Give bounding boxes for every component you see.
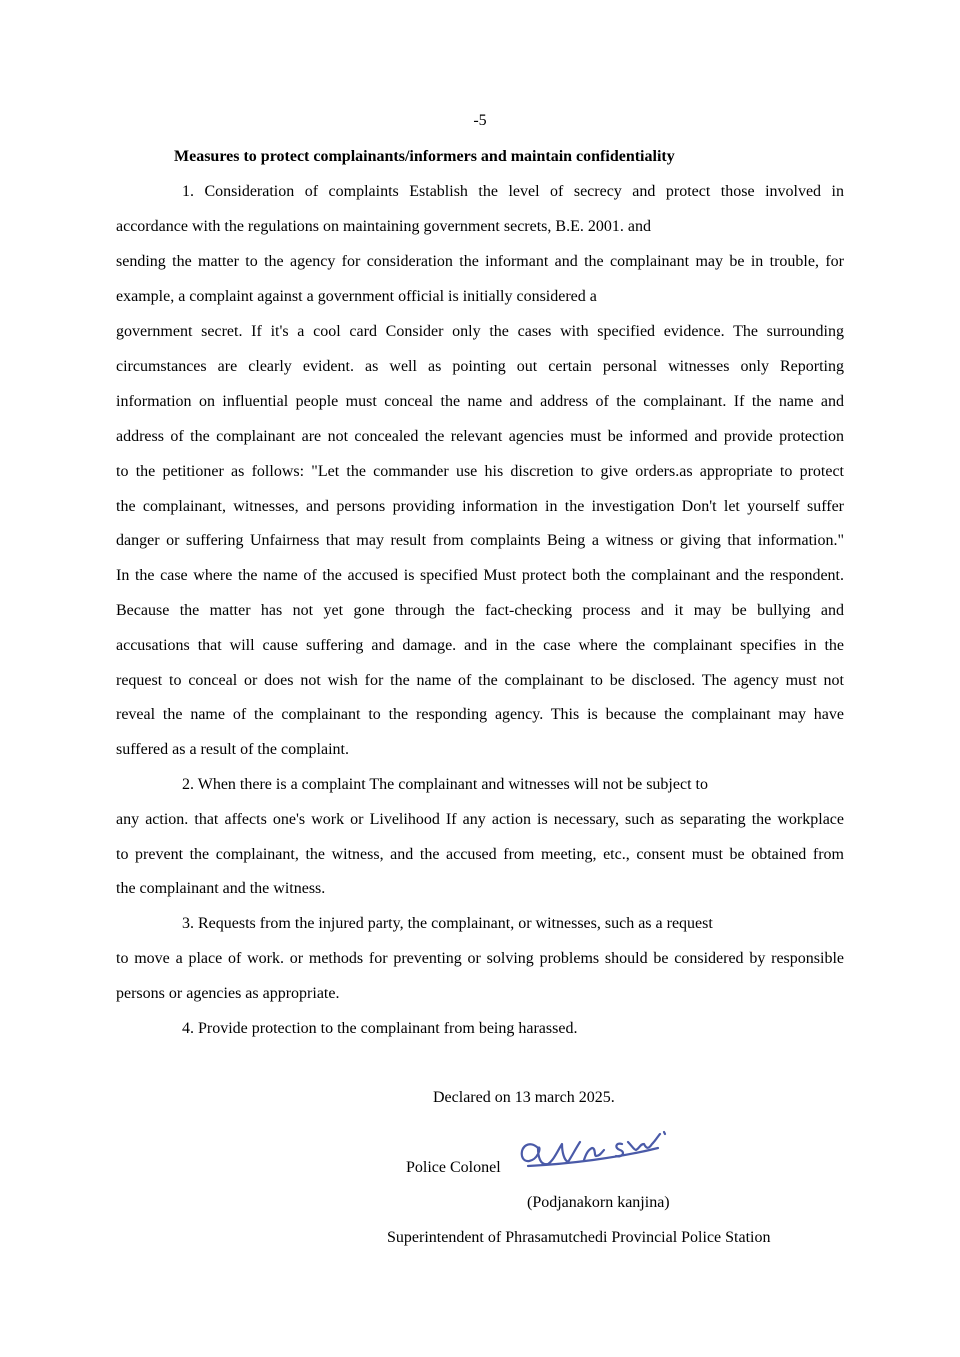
paragraph-line: reveal the name of the complainant to the responding agency. This is because the complainant may have <box>116 706 844 723</box>
paragraph-line: information on influential people must conceal the name and address of the complainant. If the name and <box>116 393 844 410</box>
paragraph-line: Because the matter has not yet gone through the fact-checking process and it may be bullying and <box>116 602 844 619</box>
paragraph-line: the complainant, witnesses, and persons providing information in the investigation Don't let yourself suffer <box>116 498 844 515</box>
paragraph-line: example, a complaint against a government official is initially considered a <box>116 288 597 305</box>
paragraph-line: persons or agencies as appropriate. <box>116 985 340 1002</box>
paragraph-line: accordance with the regulations on maintaining government secrets, B.E. 2001. and <box>116 218 651 235</box>
paragraph-line: to the petitioner as follows: "Let the commander use his discretion to give orders.as appropriate to protect <box>116 463 844 480</box>
paragraph-line: accusations that will cause suffering and damage. and in the case where the complainant specifies in the <box>116 637 844 654</box>
paragraph-line: 3. Requests from the injured party, the complainant, or witnesses, such as a request <box>182 915 713 932</box>
paragraph-line: circumstances are clearly evident. as well as pointing out certain personal witnesses only Reporting <box>116 358 844 375</box>
page-number: -5 <box>473 112 487 129</box>
paragraph-line: 2. When there is a complaint The complainant and witnesses will not be subject to <box>182 776 708 793</box>
paragraph-line: to prevent the complainant, the witness, and the accused from meeting, etc., consent must be obtained from <box>116 846 844 863</box>
paragraph-line: In the case where the name of the accused is specified Must protect both the complainant and the respondent. <box>116 567 844 584</box>
paragraph-line: request to conceal or does not wish for the name of the complainant to be disclosed. The agency must not <box>116 672 844 689</box>
paragraph-line: suffered as a result of the complaint. <box>116 741 349 758</box>
paragraph-line: danger or suffering Unfairness that may result from complaints Being a witness or giving that information." <box>116 532 844 549</box>
handwritten-signature <box>518 1126 670 1174</box>
signature-strokes <box>522 1132 665 1166</box>
paragraph-line: government secret. If it's a cool card Consider only the cases with specified evidence. The surrounding <box>116 323 844 340</box>
declaration-date: Declared on 13 march 2025. <box>433 1089 615 1106</box>
paragraph-line: 4. Provide protection to the complainant from being harassed. <box>182 1020 578 1037</box>
signatory-name: (Podjanakorn kanjina) <box>527 1194 670 1211</box>
paragraph-line: address of the complainant are not concealed the relevant agencies must be informed and provide protection <box>116 428 844 445</box>
section-heading: Measures to protect complainants/informers and maintain confidentiality <box>174 148 675 165</box>
paragraph-line: the complainant and the witness. <box>116 880 326 897</box>
paragraph-line: 1. Consideration of complaints Establish the level of secrecy and protect those involved in <box>182 183 844 200</box>
paragraph-line: sending the matter to the agency for consideration the informant and the complainant may be in trouble, for <box>116 253 844 270</box>
paragraph-line: to move a place of work. or methods for preventing or solving problems should be considered by responsible <box>116 950 844 967</box>
signatory-position: Superintendent of Phrasamutchedi Provincial Police Station <box>387 1229 771 1246</box>
paragraph-line: any action. that affects one's work or Livelihood If any action is necessary, such as separating the workplace <box>116 811 844 828</box>
signatory-rank: Police Colonel <box>406 1159 501 1176</box>
